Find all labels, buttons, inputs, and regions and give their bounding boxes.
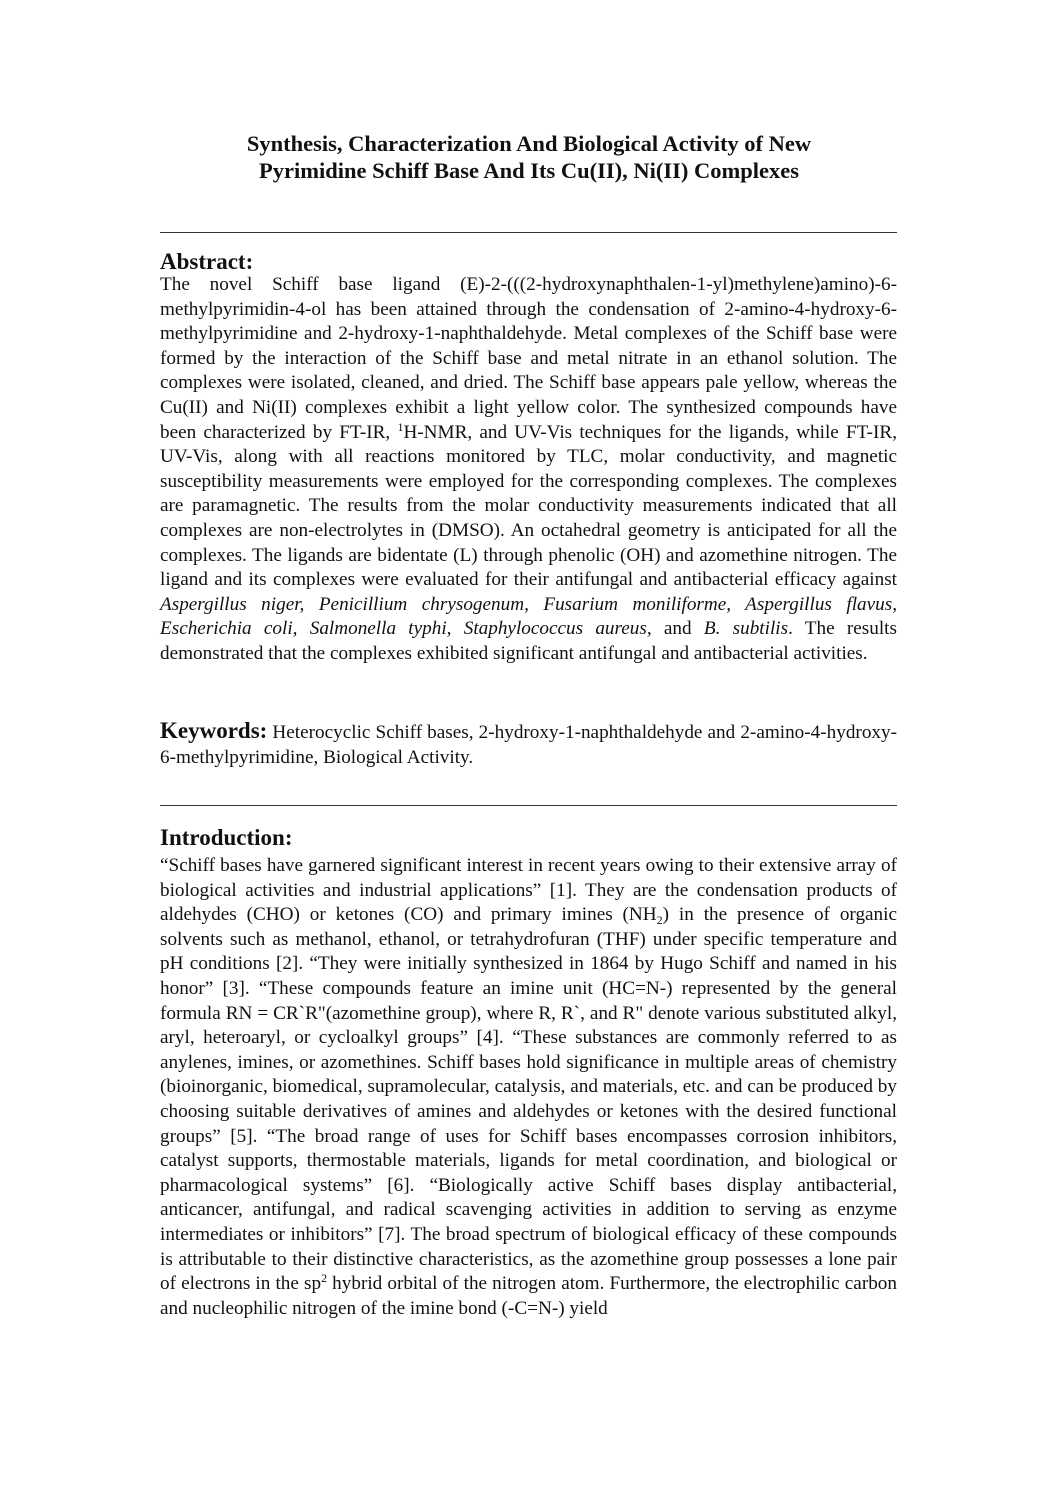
superscript: 1 [397, 419, 404, 434]
keywords [160, 719, 897, 770]
title-line-1: Synthesis, Characterization And Biological Activity of New [246, 131, 812, 156]
divider-top [160, 232, 897, 233]
text-run: . The results demonstrated that the complexes exhibited significant antifungal and antibacterial activities. [160, 618, 897, 664]
text-run: H-NMR, and UV-Vis techniques for the ligands, while FT-IR, UV-Vis, along with all reactions monitored by TLC, molar conductivity, and magnetic susceptibility measurements were employed for the corresponding complexes. The complexes are paramagnetic. The results from the molar conductivity measurements indicated that all complexes are non-electrolytes in (DMSO). An octahedral geometry is anticipated for all the complexes. The ligands are bidentate (L) through phenolic (OH) and azomethine nitrogen. The ligand and its complexes were evaluated for their antifungal and antibacterial efficacy against [160, 421, 898, 591]
paper-title [100, 130, 958, 184]
italic-text: Aspergillus niger, Penicillium chrysogenum, Fusarium moniliforme, Aspergillus flavus, Escherichia coli, Salmonella typhi, Staphylococcus aureus, [160, 593, 897, 640]
introduction-heading: Introduction: [160, 825, 293, 850]
text-run: and [651, 618, 704, 640]
keywords-label: Keywords: [160, 718, 268, 743]
abstract-body [160, 273, 897, 667]
introduction-body [160, 854, 897, 1321]
text-run: hybrid orbital of the nitrogen atom. Furthermore, the electrophilic carbon and nucleophilic nitrogen of the imine bond (-C=N-) yield [160, 1273, 897, 1319]
text-run: ) in the presence of organic solvents such as methanol, ethanol, or tetrahydrofuran (THF) under specific temperature and pH conditions [2]. “They were initially synthesized in 1864 by Hugo Schiff and named in his honor” [3]. “These compounds feature an imine unit (HC=N-) represented by the general formula RN = CR`R"(azomethine group), where R, R`, and R" denote various substituted alkyl, aryl, heteroaryl, or cycloalkyl groups” [4]. “These substances are commonly referred to as anylenes, imines, or azomethines. Schiff bases hold significance in multiple areas of chemistry (bioinorganic, biomedical, supramolecular, catalysis, and materials, etc. and can be produced by choosing suitable derivatives of amines and aldehydes or ketones with the desired functional groups” [5]. “The broad range of uses for Schiff bases encompasses corrosion inhibitors, catalyst supports, thermostable materials, ligands for metal coordination, and biological or pharmacological systems” [6]. “Biologically active Schiff bases display antibacterial, anticancer, antifungal, and radical scavenging activities in addition to serving as enzyme intermediates or inhibitors” [7]. The broad spectrum of biological efficacy of these compounds is attributable to their distinctive characteristics, as the azomethine group possesses a lone pair of electrons in the sp [160, 904, 898, 1295]
divider-bottom [160, 805, 897, 806]
title-line-2: Pyrimidine Schiff Base And Its Cu(II), Ni(II) Complexes [258, 158, 800, 183]
superscript: 2 [321, 1271, 328, 1286]
italic-text: B. subtilis [703, 618, 789, 640]
abstract-heading: Abstract: [160, 249, 254, 274]
keywords-text: Heterocyclic Schiff bases, 2-hydroxy-1-naphthaldehyde and 2-amino-4-hydroxy-6-methylpyrimidine, Biological Activity. [160, 722, 897, 768]
text-run: “Schiff bases have garnered significant interest in recent years owing to their extensive array of biological activities and industrial applications” [1]. They are the condensation products of aldehydes (CHO) or ketones (CO) and primary imines (NH [160, 855, 897, 926]
text-run: The novel Schiff base ligand (E)-2-(((2-hydroxynaphthalen-1-yl)methylene)amino)-6-methylpyrimidin-4-ol has been attained through the condensation of 2-amino-4-hydroxy-6-methylpyrimidine and 2-hydroxy-1-naphthaldehyde. Metal complexes of the Schiff base were formed by the interaction of the Schiff base and metal nitrate in an ethanol solution. The complexes were isolated, cleaned, and dried. The Schiff base appears pale yellow, whereas the Cu(II) and Ni(II) complexes exhibit a light yellow color. The synthesized compounds have been characterized by FT-IR, [160, 274, 897, 443]
subscript: 2 [656, 913, 663, 928]
